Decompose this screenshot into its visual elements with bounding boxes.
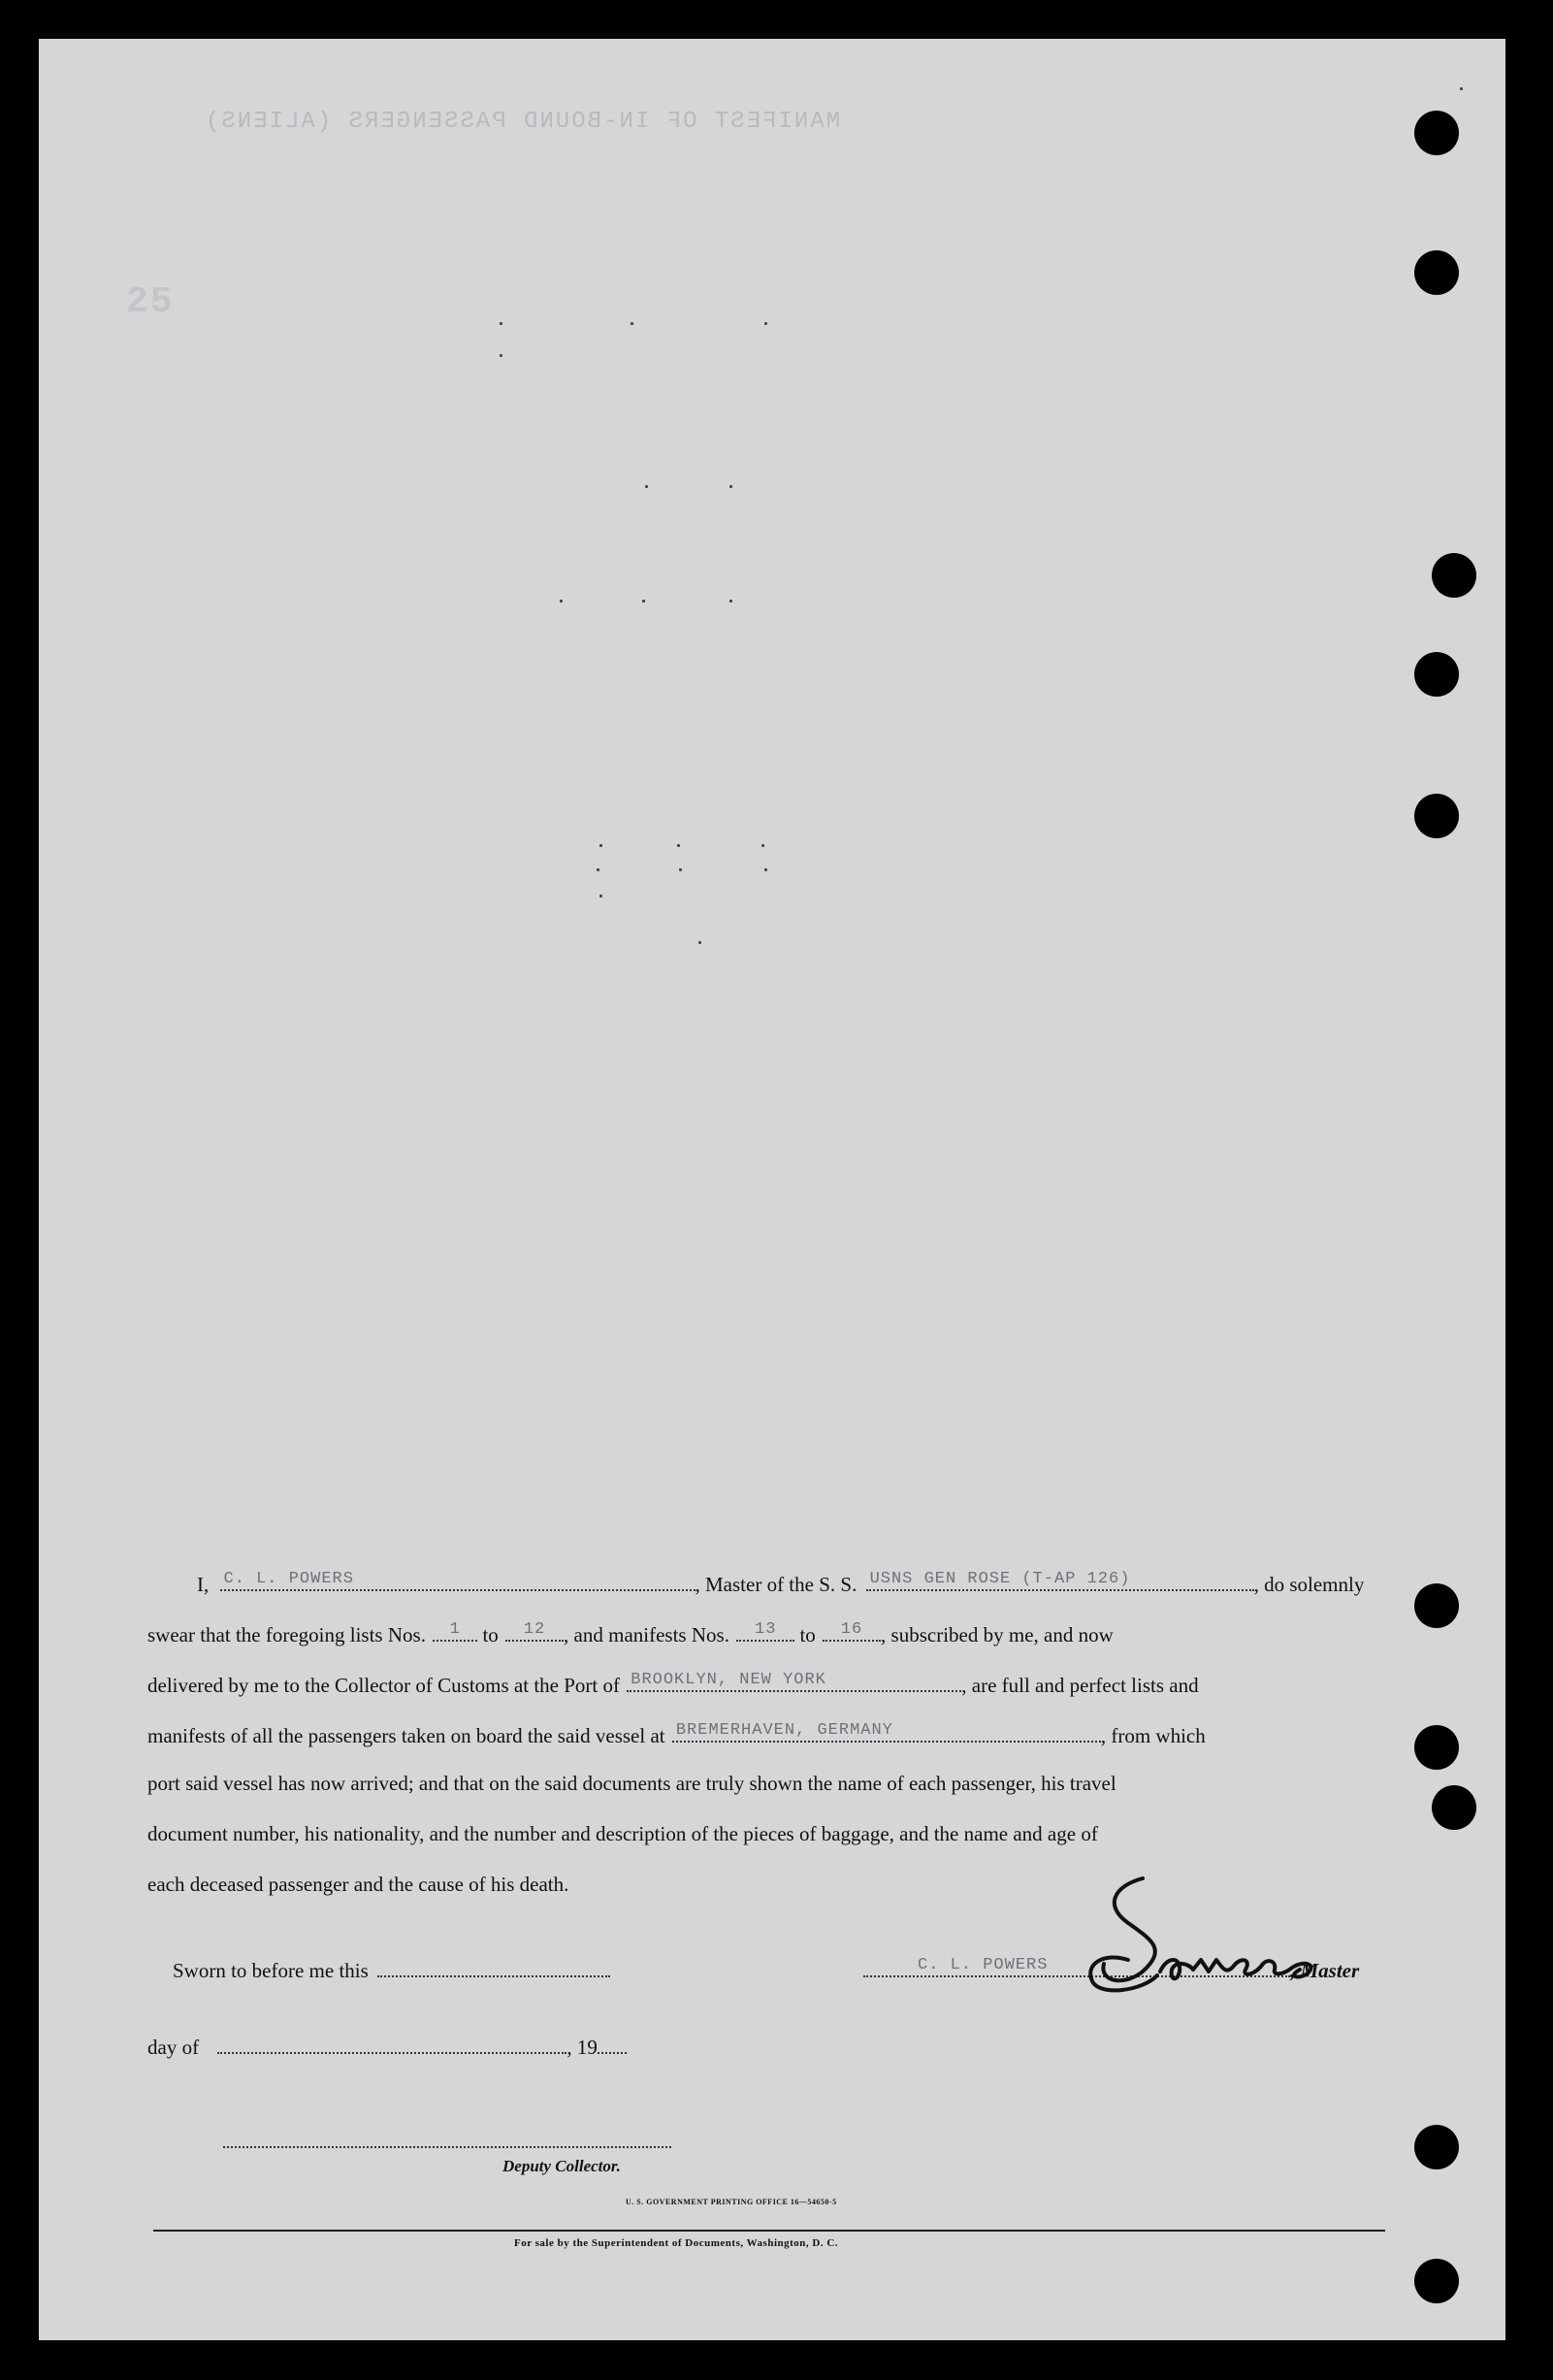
oath-text: , are full and perfect lists and — [961, 1674, 1199, 1697]
speck — [698, 941, 701, 944]
punch-hole — [1414, 250, 1459, 295]
master-label: , Master — [1290, 1959, 1360, 1982]
master-name-value: C. L. POWERS — [223, 1570, 354, 1588]
printer-imprint: U. S. GOVERNMENT PRINTING OFFICE 16—54650-5 — [626, 2198, 837, 2206]
deputy-label: Deputy Collector. — [502, 2157, 621, 2175]
speck — [645, 485, 648, 488]
speck — [599, 844, 602, 847]
speck — [761, 844, 764, 847]
speck — [729, 485, 732, 488]
master-name-field — [220, 1570, 696, 1591]
sworn-date-field — [377, 1956, 610, 1977]
oath-line-2 — [147, 1620, 1114, 1647]
sworn-line — [173, 1956, 610, 1983]
oath-line-4 — [147, 1721, 1206, 1748]
day-of-line — [147, 2033, 627, 2060]
speck — [679, 868, 682, 871]
oath-line-1 — [197, 1570, 1364, 1597]
sale-note: For sale by the Superintendent of Documents, Washington, D. C. — [514, 2237, 839, 2249]
oath-text: , subscribed by me, and now — [881, 1623, 1114, 1646]
ghost-title: MANIFEST OF IN-BOUND PASSENGERS (ALIENS) — [204, 109, 841, 135]
speck — [599, 895, 602, 897]
speck — [1460, 87, 1463, 90]
oath-line-5 — [147, 1772, 1116, 1796]
manifests-from-value: 13 — [755, 1620, 777, 1639]
port-arrival-field — [627, 1671, 961, 1692]
lists-to-field — [505, 1620, 564, 1642]
speck — [764, 322, 767, 325]
oath-text: , Master of the S. S. — [695, 1573, 857, 1596]
oath-line-3 — [147, 1671, 1199, 1698]
manifests-to-field — [823, 1620, 881, 1642]
oath-text: port said vessel has now arrived; and that on the said documents are truly shown the name of each passenger, his travel — [147, 1772, 1116, 1795]
lists-from-value: 1 — [449, 1620, 461, 1639]
punch-hole — [1414, 1725, 1459, 1770]
footer-rule — [153, 2230, 1385, 2232]
speck — [500, 354, 502, 357]
speck — [597, 868, 599, 871]
punch-hole — [1414, 2259, 1459, 2303]
year-prefix: , 19 — [566, 2036, 598, 2059]
oath-text: , from which — [1100, 1724, 1206, 1747]
punch-hole — [1414, 2125, 1459, 2169]
manifests-to-value: 16 — [840, 1620, 863, 1639]
speck — [642, 600, 645, 603]
day-of-field — [217, 2033, 566, 2054]
oath-text: , and manifests Nos. — [564, 1623, 729, 1646]
oath-line-6 — [147, 1822, 1098, 1846]
vessel-value: USNS GEN ROSE (T-AP 126) — [869, 1570, 1131, 1588]
port-departure-field — [672, 1721, 1101, 1743]
day-of-label: day of — [147, 2036, 200, 2059]
year-field — [598, 2033, 627, 2054]
oath-text: each deceased passenger and the cause of his death. — [147, 1873, 569, 1896]
speck — [560, 600, 563, 603]
punch-hole — [1432, 1785, 1476, 1830]
sworn-label: Sworn to before me this — [173, 1959, 369, 1982]
ghost-page-number: 25 — [126, 281, 175, 323]
lists-to-value: 12 — [523, 1620, 546, 1639]
speck — [677, 844, 680, 847]
oath-line-7 — [147, 1873, 568, 1897]
oath-text: manifests of all the passengers taken on board the said vessel at — [147, 1724, 665, 1747]
handwritten-signature — [1075, 1867, 1356, 2003]
oath-text: , do solemnly — [1253, 1573, 1365, 1596]
deputy-signature-field — [223, 2127, 671, 2148]
speck — [764, 868, 767, 871]
oath-text: to — [799, 1623, 816, 1646]
oath-text: to — [482, 1623, 499, 1646]
punch-hole — [1414, 1583, 1459, 1628]
lists-from-field — [433, 1620, 477, 1642]
punch-hole — [1414, 794, 1459, 838]
port-departure-value: BREMERHAVEN, GERMANY — [675, 1721, 893, 1740]
master-typed-name: C. L. POWERS — [918, 1956, 1049, 1974]
speck — [500, 322, 502, 325]
manifests-from-field — [736, 1620, 794, 1642]
oath-text: document number, his nationality, and the number and description of the pieces of baggage, and the name and age of — [147, 1822, 1098, 1845]
document-page — [39, 39, 1505, 2340]
speck — [631, 322, 633, 325]
oath-text: swear that the foregoing lists Nos. — [147, 1623, 426, 1646]
punch-hole — [1414, 111, 1459, 155]
speck — [729, 600, 732, 603]
punch-hole — [1432, 553, 1476, 598]
oath-text: I, — [197, 1573, 210, 1596]
punch-hole — [1414, 652, 1459, 697]
oath-text: delivered by me to the Collector of Customs at the Port of — [147, 1674, 620, 1697]
port-arrival-value: BROOKLYN, NEW YORK — [631, 1671, 826, 1689]
vessel-field — [866, 1570, 1254, 1591]
